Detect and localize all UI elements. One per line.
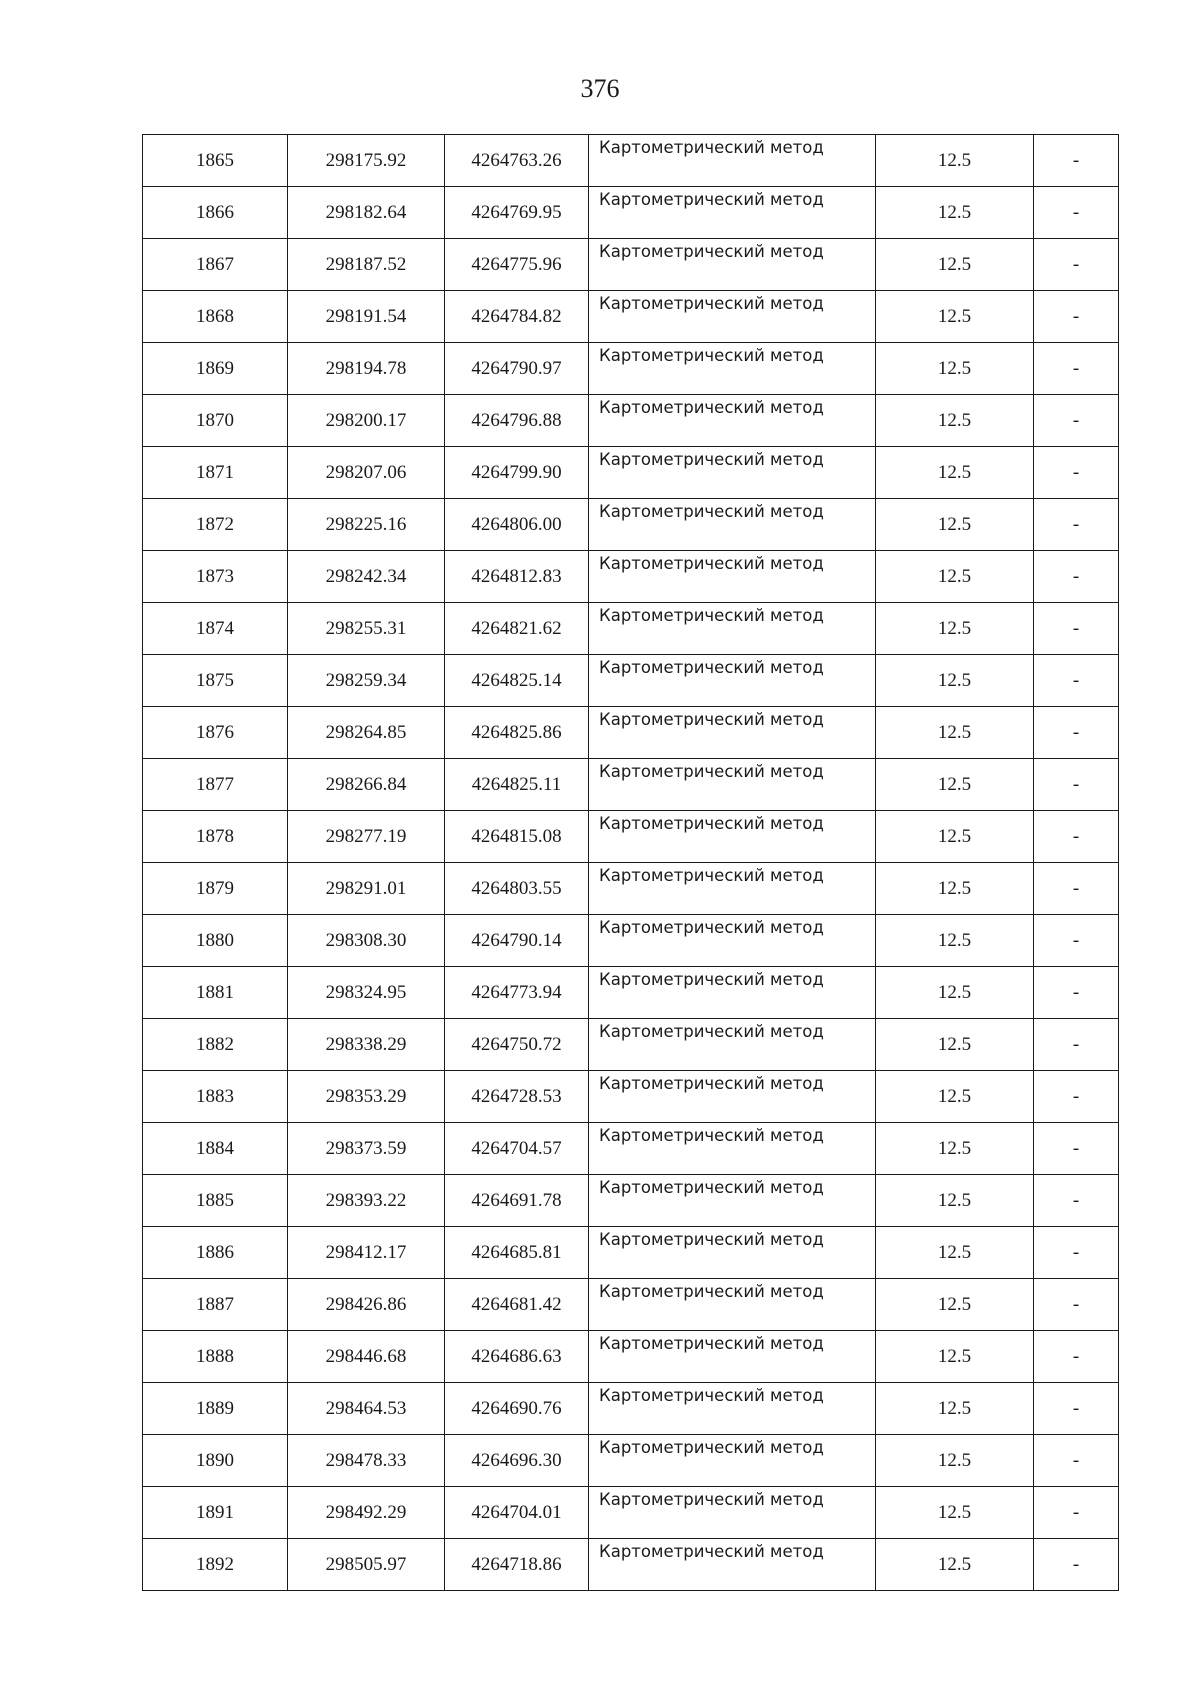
method-cell: Картометрический метод [589, 395, 876, 447]
x-coordinate-cell: 298373.59 [288, 1123, 445, 1175]
x-coordinate-cell: 298505.97 [288, 1539, 445, 1591]
method-cell: Картометрический метод [589, 187, 876, 239]
x-coordinate-cell: 298264.85 [288, 707, 445, 759]
y-coordinate-cell: 4264815.08 [445, 811, 589, 863]
y-coordinate-cell: 4264784.82 [445, 291, 589, 343]
note-cell: - [1034, 1487, 1119, 1539]
x-coordinate-cell: 298225.16 [288, 499, 445, 551]
table-row [143, 1071, 1119, 1123]
accuracy-cell: 12.5 [876, 1331, 1034, 1383]
table-row [143, 1435, 1119, 1487]
method-cell: Картометрический метод [589, 1019, 876, 1071]
note-cell: - [1034, 239, 1119, 291]
note-cell: - [1034, 1331, 1119, 1383]
method-cell: Картометрический метод [589, 499, 876, 551]
accuracy-cell: 12.5 [876, 1019, 1034, 1071]
note-cell: - [1034, 1383, 1119, 1435]
note-cell: - [1034, 187, 1119, 239]
note-cell: - [1034, 551, 1119, 603]
point-number-cell: 1867 [143, 239, 288, 291]
accuracy-cell: 12.5 [876, 1227, 1034, 1279]
table-row [143, 239, 1119, 291]
y-coordinate-cell: 4264821.62 [445, 603, 589, 655]
point-number-cell: 1876 [143, 707, 288, 759]
accuracy-cell: 12.5 [876, 1383, 1034, 1435]
note-cell: - [1034, 811, 1119, 863]
y-coordinate-cell: 4264704.01 [445, 1487, 589, 1539]
note-cell: - [1034, 1175, 1119, 1227]
method-cell: Картометрический метод [589, 1331, 876, 1383]
x-coordinate-cell: 298426.86 [288, 1279, 445, 1331]
y-coordinate-cell: 4264825.11 [445, 759, 589, 811]
point-number-cell: 1886 [143, 1227, 288, 1279]
point-number-cell: 1880 [143, 915, 288, 967]
note-cell: - [1034, 707, 1119, 759]
y-coordinate-cell: 4264686.63 [445, 1331, 589, 1383]
table-row [143, 1383, 1119, 1435]
table-row [143, 863, 1119, 915]
table-row [143, 291, 1119, 343]
method-cell: Картометрический метод [589, 1279, 876, 1331]
table-row [143, 655, 1119, 707]
accuracy-cell: 12.5 [876, 447, 1034, 499]
point-number-cell: 1875 [143, 655, 288, 707]
y-coordinate-cell: 4264825.14 [445, 655, 589, 707]
method-cell: Картометрический метод [589, 343, 876, 395]
point-number-cell: 1865 [143, 135, 288, 187]
accuracy-cell: 12.5 [876, 811, 1034, 863]
point-number-cell: 1887 [143, 1279, 288, 1331]
y-coordinate-cell: 4264773.94 [445, 967, 589, 1019]
y-coordinate-cell: 4264685.81 [445, 1227, 589, 1279]
method-cell: Картометрический метод [589, 811, 876, 863]
x-coordinate-cell: 298182.64 [288, 187, 445, 239]
x-coordinate-cell: 298207.06 [288, 447, 445, 499]
table-row [143, 187, 1119, 239]
table-row [143, 707, 1119, 759]
accuracy-cell: 12.5 [876, 551, 1034, 603]
accuracy-cell: 12.5 [876, 1279, 1034, 1331]
x-coordinate-cell: 298194.78 [288, 343, 445, 395]
y-coordinate-cell: 4264812.83 [445, 551, 589, 603]
point-number-cell: 1878 [143, 811, 288, 863]
table-row [143, 967, 1119, 1019]
x-coordinate-cell: 298464.53 [288, 1383, 445, 1435]
note-cell: - [1034, 863, 1119, 915]
x-coordinate-cell: 298255.31 [288, 603, 445, 655]
x-coordinate-cell: 298200.17 [288, 395, 445, 447]
note-cell: - [1034, 447, 1119, 499]
point-number-cell: 1883 [143, 1071, 288, 1123]
y-coordinate-cell: 4264681.42 [445, 1279, 589, 1331]
coordinates-table [142, 134, 1119, 1591]
note-cell: - [1034, 1019, 1119, 1071]
accuracy-cell: 12.5 [876, 915, 1034, 967]
accuracy-cell: 12.5 [876, 707, 1034, 759]
note-cell: - [1034, 499, 1119, 551]
method-cell: Картометрический метод [589, 1487, 876, 1539]
method-cell: Картометрический метод [589, 291, 876, 343]
method-cell: Картометрический метод [589, 1071, 876, 1123]
accuracy-cell: 12.5 [876, 863, 1034, 915]
table-row [143, 551, 1119, 603]
note-cell: - [1034, 759, 1119, 811]
method-cell: Картометрический метод [589, 967, 876, 1019]
x-coordinate-cell: 298446.68 [288, 1331, 445, 1383]
table-row [143, 499, 1119, 551]
point-number-cell: 1891 [143, 1487, 288, 1539]
coordinates-table-body [143, 135, 1119, 1591]
accuracy-cell: 12.5 [876, 135, 1034, 187]
accuracy-cell: 12.5 [876, 1175, 1034, 1227]
note-cell: - [1034, 291, 1119, 343]
y-coordinate-cell: 4264769.95 [445, 187, 589, 239]
note-cell: - [1034, 967, 1119, 1019]
accuracy-cell: 12.5 [876, 1435, 1034, 1487]
table-row [143, 759, 1119, 811]
accuracy-cell: 12.5 [876, 1071, 1034, 1123]
note-cell: - [1034, 343, 1119, 395]
y-coordinate-cell: 4264806.00 [445, 499, 589, 551]
x-coordinate-cell: 298308.30 [288, 915, 445, 967]
method-cell: Картометрический метод [589, 707, 876, 759]
x-coordinate-cell: 298242.34 [288, 551, 445, 603]
y-coordinate-cell: 4264790.14 [445, 915, 589, 967]
method-cell: Картометрический метод [589, 135, 876, 187]
table-row [143, 1175, 1119, 1227]
point-number-cell: 1870 [143, 395, 288, 447]
y-coordinate-cell: 4264728.53 [445, 1071, 589, 1123]
method-cell: Картометрический метод [589, 759, 876, 811]
method-cell: Картометрический метод [589, 863, 876, 915]
method-cell: Картометрический метод [589, 1123, 876, 1175]
accuracy-cell: 12.5 [876, 291, 1034, 343]
table-row [143, 1123, 1119, 1175]
table-row [143, 1487, 1119, 1539]
x-coordinate-cell: 298277.19 [288, 811, 445, 863]
method-cell: Картометрический метод [589, 655, 876, 707]
method-cell: Картометрический метод [589, 603, 876, 655]
point-number-cell: 1877 [143, 759, 288, 811]
accuracy-cell: 12.5 [876, 1539, 1034, 1591]
x-coordinate-cell: 298187.52 [288, 239, 445, 291]
y-coordinate-cell: 4264803.55 [445, 863, 589, 915]
accuracy-cell: 12.5 [876, 1123, 1034, 1175]
point-number-cell: 1879 [143, 863, 288, 915]
y-coordinate-cell: 4264718.86 [445, 1539, 589, 1591]
table-row [143, 447, 1119, 499]
x-coordinate-cell: 298266.84 [288, 759, 445, 811]
point-number-cell: 1889 [143, 1383, 288, 1435]
y-coordinate-cell: 4264691.78 [445, 1175, 589, 1227]
x-coordinate-cell: 298291.01 [288, 863, 445, 915]
method-cell: Картометрический метод [589, 915, 876, 967]
point-number-cell: 1871 [143, 447, 288, 499]
note-cell: - [1034, 1227, 1119, 1279]
point-number-cell: 1874 [143, 603, 288, 655]
point-number-cell: 1869 [143, 343, 288, 395]
method-cell: Картометрический метод [589, 239, 876, 291]
method-cell: Картометрический метод [589, 1435, 876, 1487]
method-cell: Картометрический метод [589, 1175, 876, 1227]
method-cell: Картометрический метод [589, 447, 876, 499]
page-number: 376 [580, 74, 620, 103]
point-number-cell: 1866 [143, 187, 288, 239]
x-coordinate-cell: 298478.33 [288, 1435, 445, 1487]
x-coordinate-cell: 298175.92 [288, 135, 445, 187]
x-coordinate-cell: 298324.95 [288, 967, 445, 1019]
x-coordinate-cell: 298191.54 [288, 291, 445, 343]
point-number-cell: 1872 [143, 499, 288, 551]
x-coordinate-cell: 298338.29 [288, 1019, 445, 1071]
note-cell: - [1034, 1435, 1119, 1487]
table-row [143, 135, 1119, 187]
note-cell: - [1034, 395, 1119, 447]
x-coordinate-cell: 298492.29 [288, 1487, 445, 1539]
table-row [143, 343, 1119, 395]
table-row [143, 1279, 1119, 1331]
point-number-cell: 1888 [143, 1331, 288, 1383]
table-row [143, 395, 1119, 447]
point-number-cell: 1884 [143, 1123, 288, 1175]
point-number-cell: 1881 [143, 967, 288, 1019]
accuracy-cell: 12.5 [876, 499, 1034, 551]
note-cell: - [1034, 1539, 1119, 1591]
accuracy-cell: 12.5 [876, 187, 1034, 239]
y-coordinate-cell: 4264825.86 [445, 707, 589, 759]
y-coordinate-cell: 4264799.90 [445, 447, 589, 499]
note-cell: - [1034, 655, 1119, 707]
note-cell: - [1034, 915, 1119, 967]
accuracy-cell: 12.5 [876, 603, 1034, 655]
x-coordinate-cell: 298393.22 [288, 1175, 445, 1227]
table-row [143, 1227, 1119, 1279]
accuracy-cell: 12.5 [876, 239, 1034, 291]
x-coordinate-cell: 298412.17 [288, 1227, 445, 1279]
accuracy-cell: 12.5 [876, 967, 1034, 1019]
y-coordinate-cell: 4264763.26 [445, 135, 589, 187]
table-row [143, 915, 1119, 967]
table-row [143, 811, 1119, 863]
note-cell: - [1034, 1279, 1119, 1331]
note-cell: - [1034, 1123, 1119, 1175]
point-number-cell: 1882 [143, 1019, 288, 1071]
point-number-cell: 1873 [143, 551, 288, 603]
accuracy-cell: 12.5 [876, 395, 1034, 447]
y-coordinate-cell: 4264775.96 [445, 239, 589, 291]
y-coordinate-cell: 4264796.88 [445, 395, 589, 447]
y-coordinate-cell: 4264696.30 [445, 1435, 589, 1487]
table-row [143, 1019, 1119, 1071]
table-row [143, 1331, 1119, 1383]
point-number-cell: 1868 [143, 291, 288, 343]
method-cell: Картометрический метод [589, 551, 876, 603]
table-row [143, 603, 1119, 655]
x-coordinate-cell: 298353.29 [288, 1071, 445, 1123]
note-cell: - [1034, 603, 1119, 655]
method-cell: Картометрический метод [589, 1539, 876, 1591]
y-coordinate-cell: 4264690.76 [445, 1383, 589, 1435]
y-coordinate-cell: 4264750.72 [445, 1019, 589, 1071]
point-number-cell: 1890 [143, 1435, 288, 1487]
note-cell: - [1034, 1071, 1119, 1123]
accuracy-cell: 12.5 [876, 343, 1034, 395]
x-coordinate-cell: 298259.34 [288, 655, 445, 707]
y-coordinate-cell: 4264790.97 [445, 343, 589, 395]
method-cell: Картометрический метод [589, 1383, 876, 1435]
point-number-cell: 1885 [143, 1175, 288, 1227]
accuracy-cell: 12.5 [876, 759, 1034, 811]
point-number-cell: 1892 [143, 1539, 288, 1591]
note-cell: - [1034, 135, 1119, 187]
accuracy-cell: 12.5 [876, 655, 1034, 707]
accuracy-cell: 12.5 [876, 1487, 1034, 1539]
method-cell: Картометрический метод [589, 1227, 876, 1279]
table-row [143, 1539, 1119, 1591]
y-coordinate-cell: 4264704.57 [445, 1123, 589, 1175]
